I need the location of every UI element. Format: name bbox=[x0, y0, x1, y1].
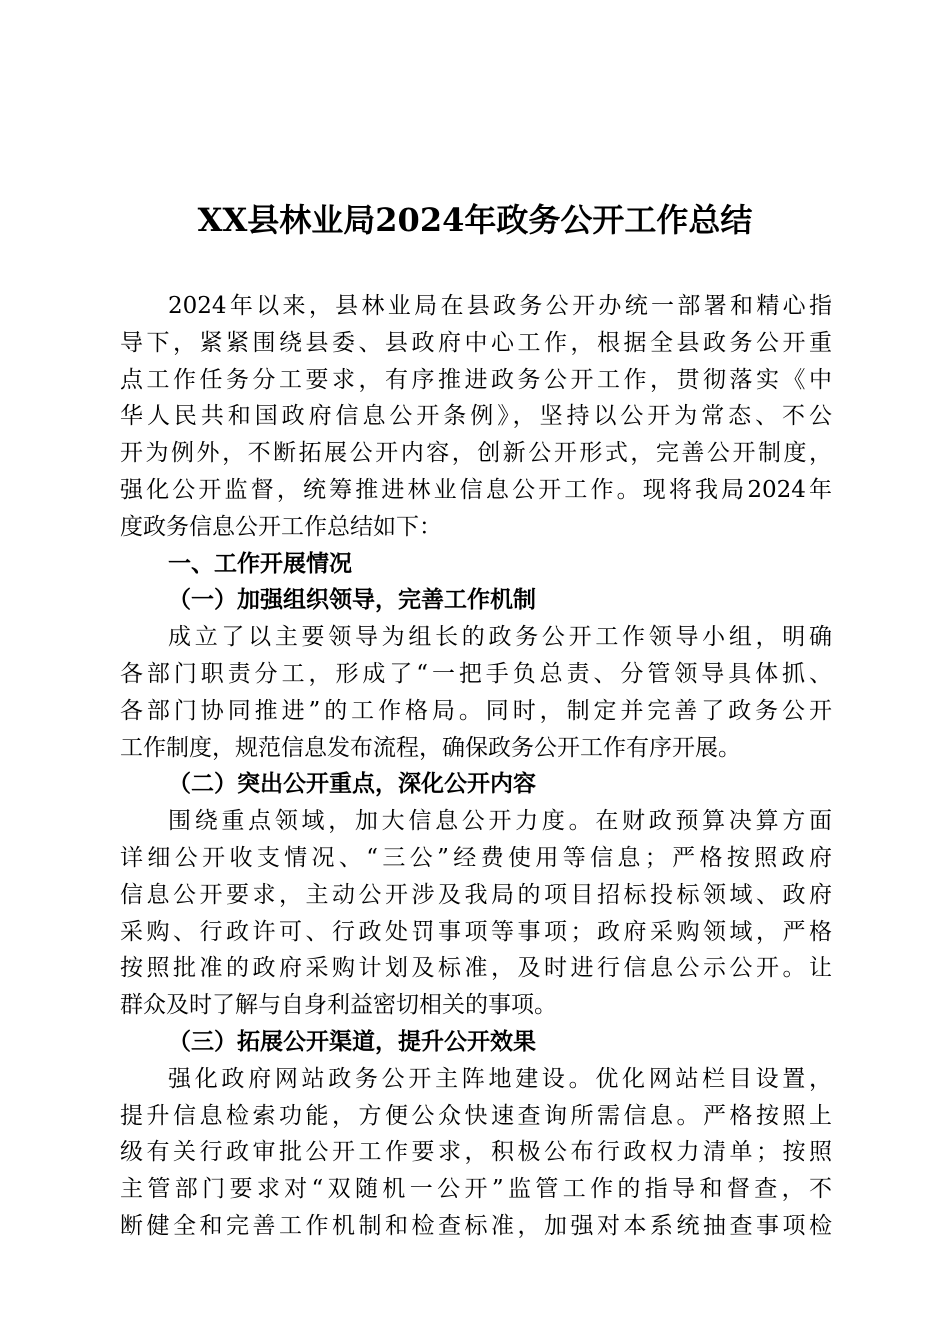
paragraph-line: 强化政府网站政务公开主阵地建设。优化网站栏目设置， bbox=[168, 1065, 832, 1092]
section-heading: 一、工作开展情况 bbox=[168, 550, 352, 577]
paragraph-line: 各部门协同推进”的工作格局。同时，制定并完善了政务公开 bbox=[120, 697, 832, 724]
paragraph-line: 主管部门要求对“双随机一公开”监管工作的指导和督查，不 bbox=[120, 1176, 832, 1203]
subsection-heading: （一）加强组织领导，完善工作机制 bbox=[168, 586, 536, 614]
document-title: XX县林业局2024年政务公开工作总结 bbox=[197, 201, 753, 239]
paragraph-line: 成立了以主要领导为组长的政务公开工作领导小组，明确 bbox=[168, 624, 832, 651]
paragraph-line: 度政务信息公开工作总结如下： bbox=[120, 513, 442, 540]
paragraph-line: 提升信息检索功能，方便公众快速查询所需信息。严格按照上 bbox=[120, 1102, 832, 1129]
paragraph-line: 各部门职责分工，形成了“一把手负总责、分管领导具体抓、 bbox=[120, 660, 832, 687]
paragraph-line: 围绕重点领域，加大信息公开力度。在财政预算决算方面 bbox=[168, 808, 832, 835]
paragraph-line: 详细公开收支情况、“三公”经费使用等信息；严格按照政府 bbox=[120, 844, 832, 871]
paragraph-line: 级有关行政审批公开工作要求，积极公布行政权力清单；按照 bbox=[120, 1139, 832, 1166]
subsection-heading: （二）突出公开重点，深化公开内容 bbox=[168, 770, 536, 798]
paragraph-line: 开为例外，不断拓展公开内容，创新公开形式，完善公开制度， bbox=[120, 440, 832, 467]
paragraph-line: 华人民共和国政府信息公开条例》，坚持以公开为常态、不公 bbox=[120, 403, 832, 430]
paragraph-line: 工作制度，规范信息发布流程，确保政务公开工作有序开展。 bbox=[120, 734, 741, 761]
paragraph-line: 断健全和完善工作机制和检查标准，加强对本系统抽查事项检 bbox=[120, 1212, 832, 1239]
document-body bbox=[120, 288, 832, 1245]
paragraph-line: 2024年以来，县林业局在县政务公开办统一部署和精心指 bbox=[168, 293, 832, 319]
paragraph-line: 按照批准的政府采购计划及标准，及时进行信息公示公开。让 bbox=[120, 955, 832, 982]
paragraph-line: 点工作任务分工要求，有序推进政务公开工作，贯彻落实《中 bbox=[120, 366, 832, 393]
paragraph-line: 导下，紧紧围绕县委、县政府中心工作，根据全县政务公开重 bbox=[120, 329, 832, 356]
paragraph-line: 采购、行政许可、行政处罚事项等事项；政府采购领域，严格 bbox=[120, 918, 832, 945]
paragraph-line: 信息公开要求，主动公开涉及我局的项目招标投标领域、政府 bbox=[120, 881, 832, 908]
subsection-heading: （三）拓展公开渠道，提升公开效果 bbox=[168, 1027, 536, 1055]
paragraph-line: 群众及时了解与自身利益密切相关的事项。 bbox=[120, 992, 557, 1019]
paragraph-line: 强化公开监督，统筹推进林业信息公开工作。现将我局2024年 bbox=[120, 476, 832, 503]
